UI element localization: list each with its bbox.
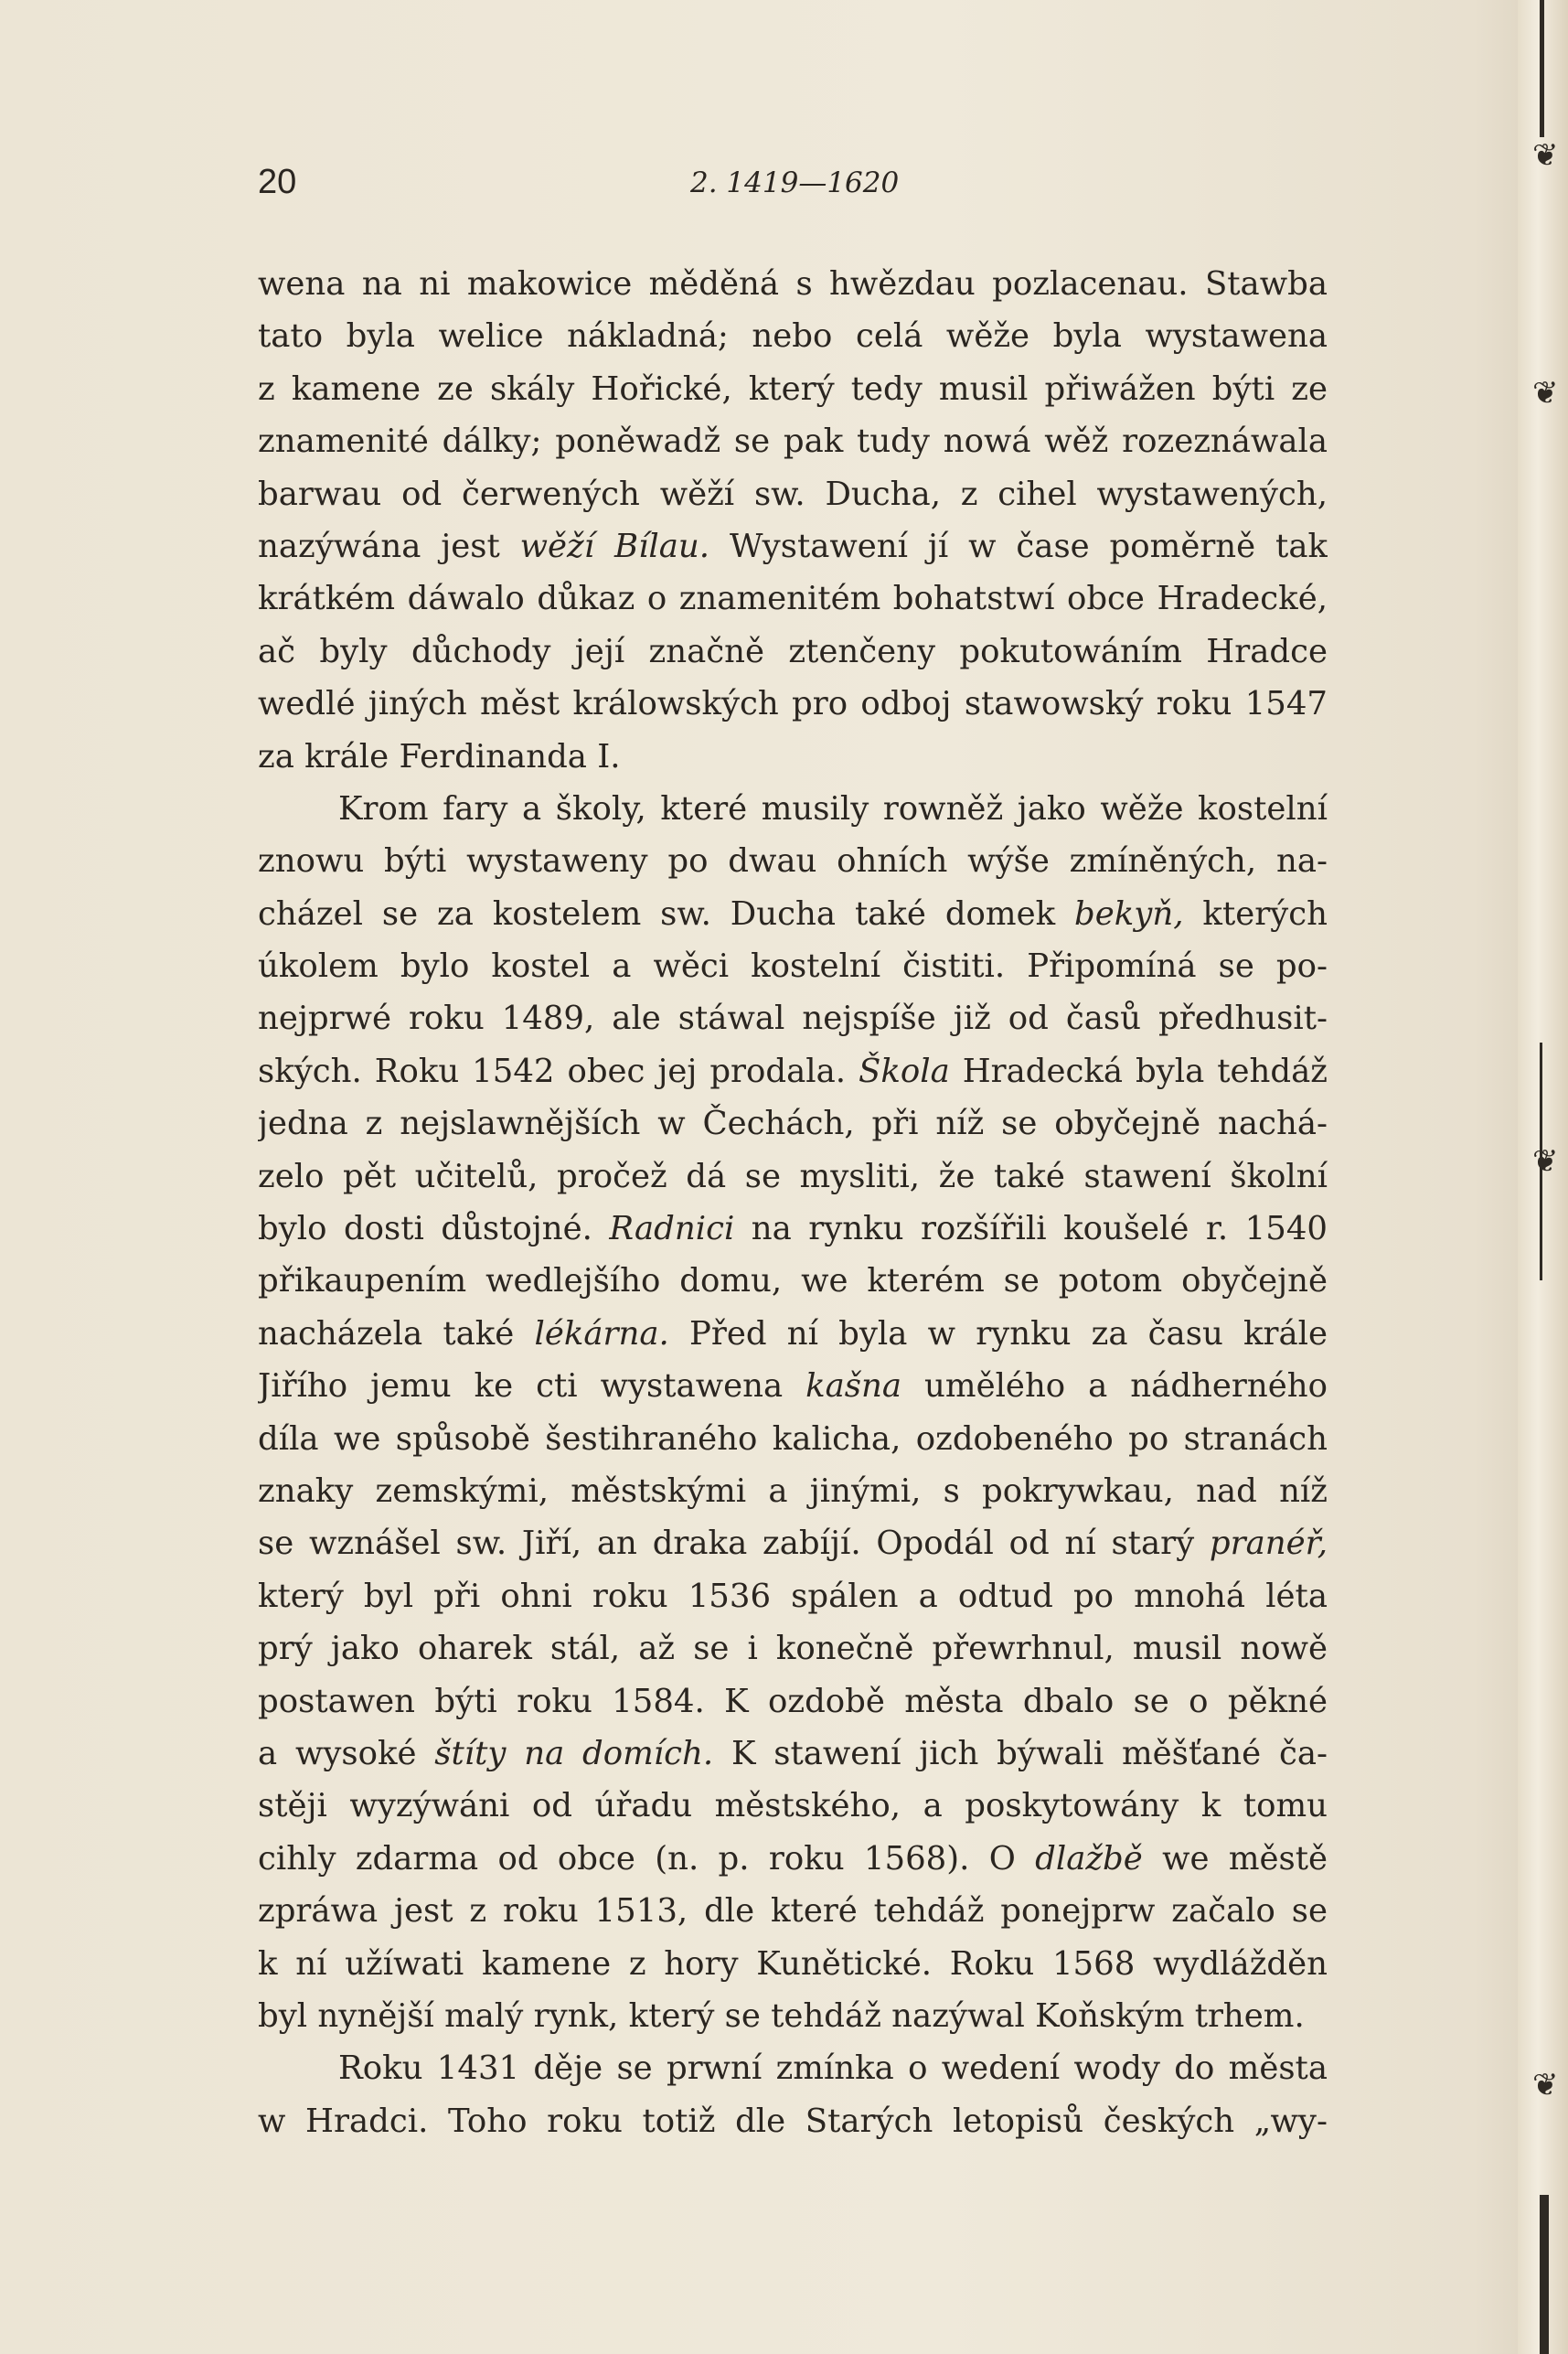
text-run: K stawení jich býwali měšťané ča- (713, 1734, 1328, 1772)
text-line (258, 888, 1328, 940)
text-run: Jiřího jemu ke cti wystawena (258, 1367, 806, 1406)
binding-edge (1540, 2195, 1549, 2354)
text-line (258, 1728, 1328, 1780)
text-run: na rynku rozšířili koušelé r. 1540 (734, 1210, 1328, 1248)
text-line: jedna z nejslawnějších w Čechách, při níž se obyčejně nachá- (258, 1105, 1328, 1143)
text-run: Hradecká byla tehdáž (949, 1052, 1328, 1090)
text-run: cházel se za kostelem sw. Ducha také domek (258, 894, 1075, 933)
emphasis: Škola (859, 1052, 950, 1090)
emphasis: bekyň, (1074, 894, 1184, 933)
text-line: k ní užíwati kamene z hory Kunětické. Roku 1568 wydlážděn (258, 1944, 1328, 1983)
emphasis: wěží Bílau. (519, 527, 710, 565)
text-run: ských. Roku 1542 obec jej prodala. (258, 1052, 859, 1090)
text-line (258, 1045, 1328, 1097)
text-line: přikaupením wedlejšího domu, we kterém se potom obyčejně (258, 1262, 1328, 1300)
text-line (258, 520, 1328, 572)
text-line (258, 1517, 1328, 1569)
text-line: postawen býti roku 1584. K ozdobě města dbalo se o pěkné (258, 1682, 1328, 1720)
page-number: 20 (258, 163, 297, 201)
text-line (258, 1360, 1328, 1412)
text-line (258, 1308, 1328, 1360)
binding-mark: ❦ (1532, 1143, 1559, 1180)
text-line: který byl při ohni roku 1536 spálen a odtud po mnohá léta (258, 1577, 1328, 1615)
text-line: zelo pět učitelů, pročež dá se mysliti, že také stawení školní (258, 1157, 1328, 1195)
text-line (258, 1833, 1328, 1885)
emphasis: dlažbě (1035, 1839, 1143, 1878)
text-run: bylo dosti důstojné. (258, 1210, 610, 1248)
text-line: barwau od čerwených wěží sw. Ducha, z cihel wystawených, (258, 475, 1328, 513)
text-line: wena na ni makowice měděná s hwězdau pozlacenau. Stawba (258, 265, 1328, 303)
binding-mark: ❦ (1532, 2067, 1559, 2103)
text-run: umělého a nádherného (901, 1367, 1328, 1406)
text-run: kterých (1183, 894, 1328, 933)
text-line: Roku 1431 děje se prwní zmínka o wedení wody do města (338, 2049, 1328, 2088)
text-line: wedlé jiných měst králowských pro odboj stawowský roku 1547 (258, 685, 1328, 723)
text-run: we městě (1142, 1839, 1328, 1878)
emphasis: kašna (805, 1367, 902, 1406)
emphasis: štíty na domích. (434, 1734, 714, 1772)
text-line: Krom fary a školy, které musily rowněž jako wěže kostelní (338, 789, 1328, 828)
emphasis: pranéř, (1209, 1525, 1328, 1563)
text-line: byl nynější malý rynk, který se tehdáž nazýwal Koňským trhem. (258, 1996, 1305, 2035)
text-line: znowu býti wystaweny po dwau ohních wýše zmíněných, na- (258, 842, 1328, 881)
emphasis: Radnici (609, 1210, 735, 1248)
text-line: w Hradci. Toho roku totiž dle Starých letopisů českých „wy- (258, 2102, 1328, 2140)
text-run: nacházela také (258, 1314, 535, 1353)
text-line: prý jako oharek stál, až se i konečně přewrhnul, musil nowě (258, 1630, 1328, 1668)
text-line: nejprwé roku 1489, ale stáwal nejspíše již od časů předhusit- (258, 1000, 1328, 1038)
binding-mark: ❦ (1532, 137, 1559, 174)
text-run: se wznášel sw. Jiří, an draka zabíjí. Opodál od ní starý (258, 1525, 1210, 1563)
text-line: za krále Ferdinanda I. (258, 737, 621, 776)
text-line: díla we spůsobě šestihraného kalicha, ozdobeného po stranách (258, 1419, 1328, 1458)
binding-mark: ❦ (1532, 375, 1559, 412)
text-run: a wysoké (258, 1734, 435, 1772)
running-head: 2. 1419—1620 (690, 166, 900, 199)
text-line: z kamene ze skály Hořické, který tedy musil přiwážen býti ze (258, 369, 1328, 408)
text-line: znamenité dálky; poněwadž se pak tudy nowá wěž rozeznáwala (258, 423, 1328, 461)
text-run: Wystawení jí w čase poměrně tak (709, 527, 1328, 565)
text-line: zpráwa jest z roku 1513, dle které tehdáž ponejprw začalo se (258, 1892, 1328, 1931)
text-line: úkolem bylo kostel a wěci kostelní čistiti. Připomíná se po- (258, 947, 1328, 986)
text-line: stěji wyzýwáni od úřadu městského, a poskytowány k tomu (258, 1787, 1328, 1825)
text-line: krátkém dáwalo důkaz o znamenitém bohatstwí obce Hradecké, (258, 580, 1328, 618)
text-run: cihly zdarma od obce (n. p. roku 1568). O (258, 1839, 1036, 1878)
body-text (258, 258, 1328, 2147)
text-run: nazýwána jest (258, 527, 520, 565)
binding-edge (1540, 0, 1544, 137)
emphasis: lékárna. (534, 1314, 669, 1353)
text-line: tato byla welice nákladná; nebo celá wěže byla wystawena (258, 317, 1328, 356)
text-line: znaky zemskými, městskými a jinými, s pokrywkau, nad níž (258, 1471, 1328, 1510)
text-line: ač byly důchody její značně ztenčeny pokutowáním Hradce (258, 632, 1328, 670)
text-run: Před ní byla w rynku za času krále (668, 1314, 1328, 1353)
text-line (258, 1203, 1328, 1255)
page-header (0, 163, 1568, 209)
